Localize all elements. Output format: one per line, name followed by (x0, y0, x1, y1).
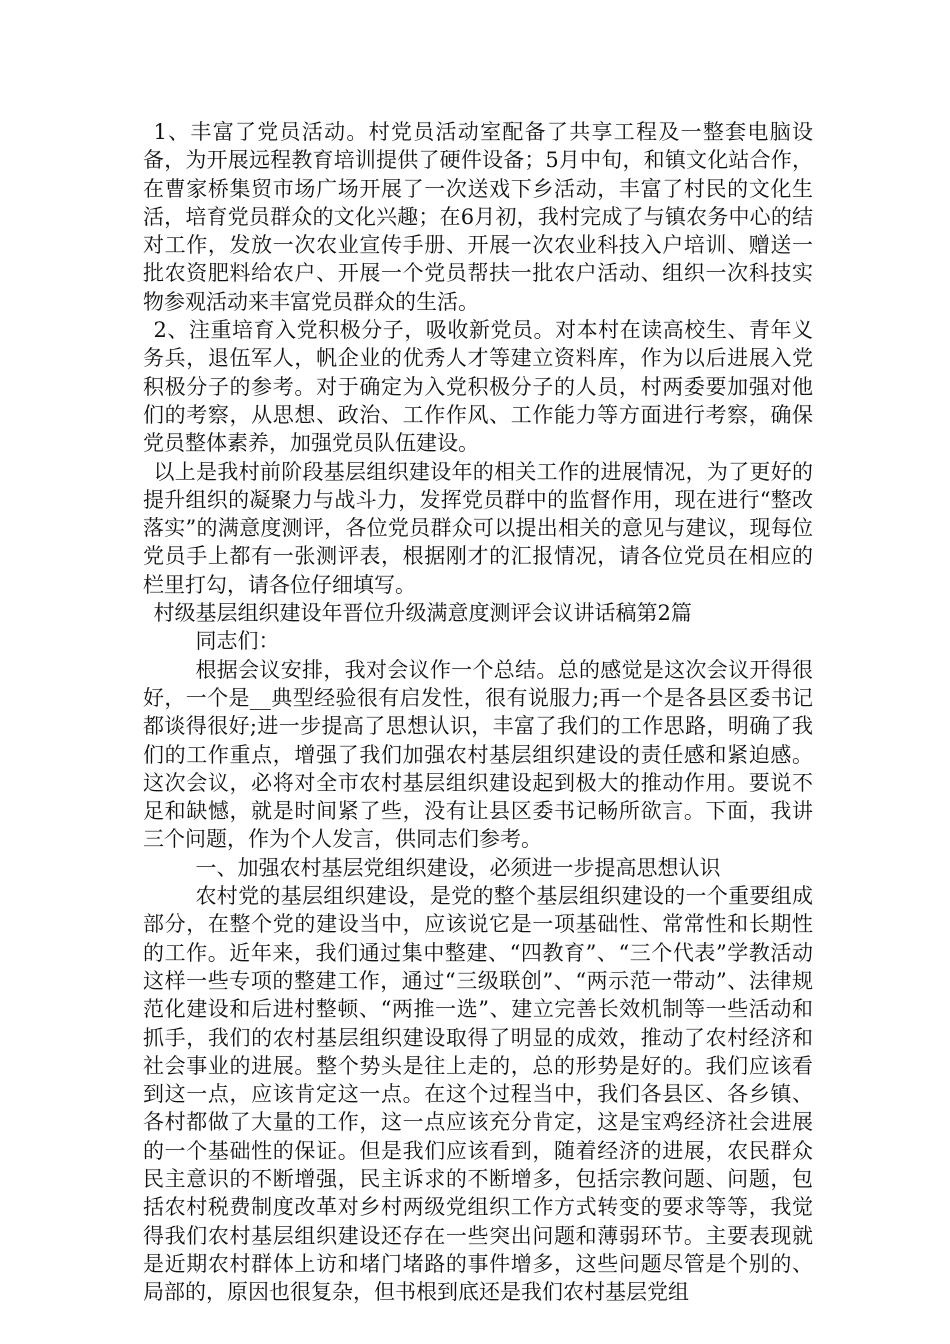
paragraph-rural-organization: 农村党的基层组织建设，是党的整个基层组织建设的一个重要组成部分，在整个党的建设当中，应该说它是一项基础性、常常性和长期性的工作。近年来，我们通过集中整建、“四教育”、“三个代表”学教活动这样一些专项的整建工作，通过“三级联创”、“两示范一带动”、法律规范化建设和后进村整顿、“两推一选”、建立完善长效机制等一些活动和抓手，我们的农村基层组织建设取得了明显的成效，推动了农村经济和社会事业的进展。整个势头是往上走的，总的形势是好的。我们应该看到这一点，应该肯定这一点。在这个过程当中，我们各县区、各乡镇、各村都做了大量的工作，这一点应该充分肯定，这是宝鸡经济社会进展的一个基础性的保证。但是我们应该看到，随着经济的进展，农民群众民主意识的不断增强，民主诉求的不断增多，包括宗教问题、问题，包括农村税费制度改革对乡村两级党组织工作方式转变的要求等等，我觉得我们农村基层组织建设还存在一些突出问题和薄弱环节。主要表现就是近期农村群体上访和堵门堵路的事件增多，这些问题尽管是个别的、局部的，原因也很复杂，但书根到底还是我们农村基层党组 (143, 884, 813, 1305)
paragraph-new-members: 2、注重培育入党积极分子，吸收新党员。对本村在读高校生、青年义务兵，退伍军人，帆企业的优秀人才等建立资料库，作为以后进展入党积极分子的参考。对于确定为入党积极分子的人员，村两委要加强对他们的考察，从思想、政治、工作作风、工作能力等方面进行考察，确保党员整体素养，加强党员队伍建设。 (143, 318, 813, 456)
section-title: 村级基层组织建设年晋位升级满意度测评会议讲话稿第2篇 (153, 601, 692, 626)
paragraph-meeting-summary: 根据会议安排，我对会议作一个总结。总的感觉是这次会议开得很好，一个是__典型经验很有启发性，很有说服力;再一个是各县区委书记都谈得很好;进一步提高了思想认识，丰富了我们的工作思路，明确了我们的工作重点，增强了我们加强农村基层组织建设的责任感和紧迫感。这次会议，必将对全市农村基层组织建设起到极大的推动作用。要说不足和缺憾，就是时间紧了些，没有让县区委书记畅所欲言。下面，我讲三个问题，作为个人发言，供同志们参考。 (143, 657, 813, 852)
heading-point-one: 一、加强农村基层党组织建设，必须进一步提高思想认识 (195, 855, 721, 880)
paragraph-party-activities: 1、丰富了党员活动。村党员活动室配备了共享工程及一整套电脑设备，为开展远程教育培训提供了硬件设备；5月中旬，和镇文化站合作，在曹家桥集贸市场广场开展了一次送戏下乡活动，丰富了村民的文化生活，培育党员群众的文化兴趣；在6月初，我村完成了与镇农务中心的结对工作，发放一次农业宣传手册、开展一次农业科技入户培训、赠送一批农资肥料给农户、开展一个党员帮扶一批农户活动、组织一次科技实物参观活动来丰富党员群众的生活。 (143, 120, 813, 314)
salutation: 同志们： (195, 629, 280, 654)
paragraph-survey-intro: 以上是我村前阶段基层组织建设年的相关工作的进展情况，为了更好的提升组织的凝聚力与战斗力，发挥党员群中的监督作用，现在进行“整改落实”的满意度测评，各位党员群众可以提出相关的意见与建议，现每位党员手上都有一张测评表，根据刚才的汇报情况，请各位党员在相应的栏里打勾，请各位仔细填写。 (143, 459, 813, 597)
document-body (143, 118, 813, 1306)
